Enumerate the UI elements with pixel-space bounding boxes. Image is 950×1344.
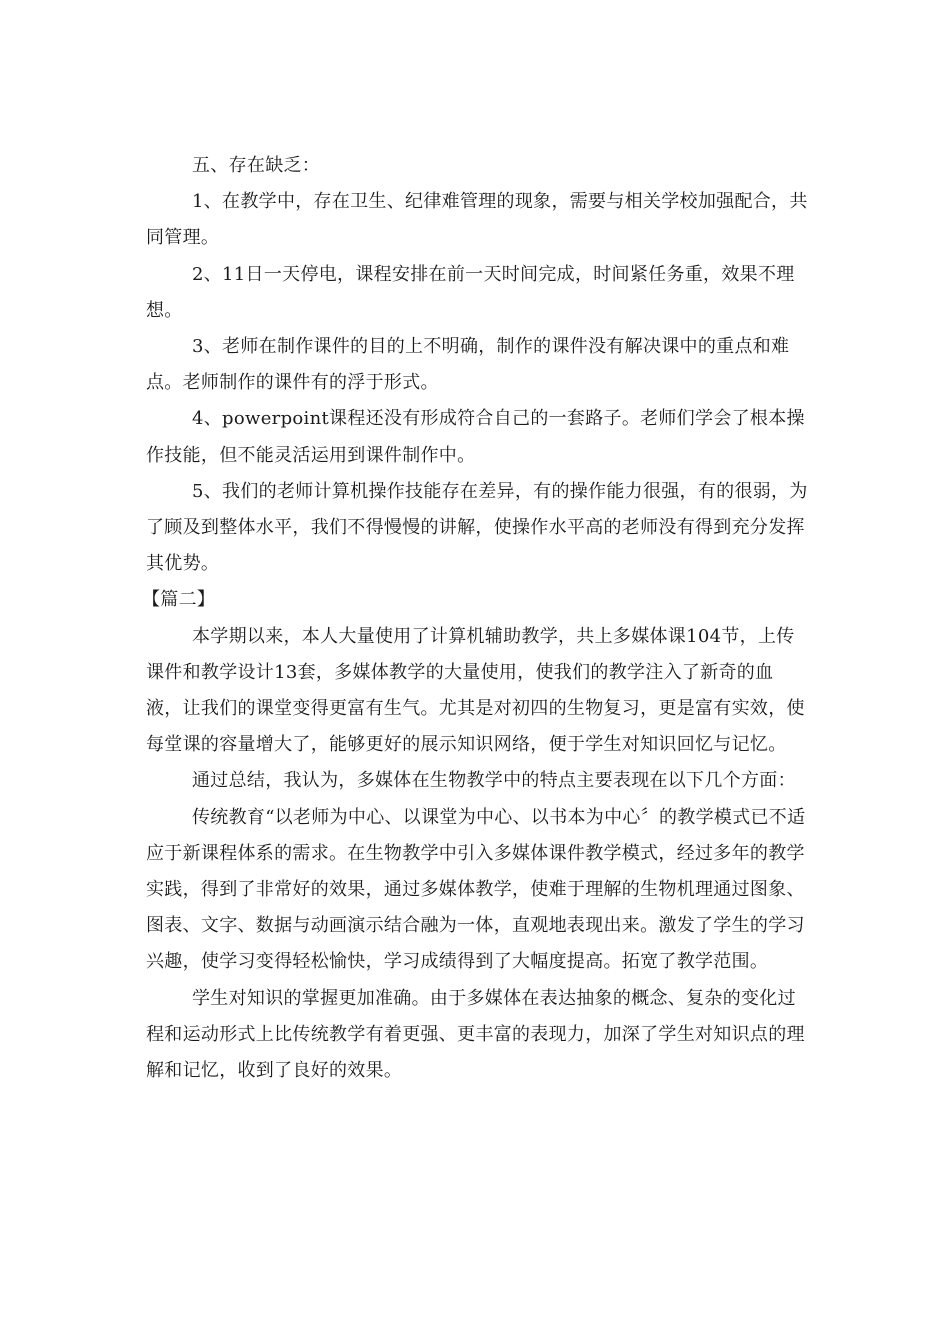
document-body [142, 148, 808, 1089]
body-paragraph-knowledge-mastery: 学生对知识的掌握更加准确。由于多媒体在表达抽象的概念、复杂的变化过程和运动形式上比传统教学有着更强、更丰富的表现力，加深了学生对知识点的理解和记忆，收到了良好的效果。 [146, 987, 805, 1082]
body-paragraph-traditional-education: 传统教育“以老师为中心、以课堂为中心、以书本为中心〞的教学模式已不适应于新课程体系的需求。在生物教学中引入多媒体课件教学模式，经过多年的教学实践，得到了非常好的效果，通过多媒体教学，使难于理解的生物机理通过图象、图表、文字、数据与动画演示结合融为一体，直观地表现出来。激发了学生的学习兴趣，使学习变得轻松愉快，学习成绩得到了大幅度提高。拓宽了教学范围。 [146, 806, 806, 973]
body-paragraph-summary-lead: 通过总结，我认为，多媒体在生物教学中的特点主要表现在以下几个方面： [192, 770, 796, 792]
section-heading-part-two: 【篇二】 [142, 589, 216, 611]
shortcoming-item-4: 4、powerpoint课程还没有形成符合自己的一套路子。老师们学会了根本操作技能，但不能灵活运用到课件制作中。 [146, 408, 805, 466]
shortcoming-item-1: 1、在教学中，存在卫生、纪律难管理的现象，需要与相关学校加强配合，共同管理。 [146, 191, 808, 249]
shortcoming-item-3: 3、老师在制作课件的目的上不明确，制作的课件没有解决课中的重点和难点。老师制作的课件有的浮于形式。 [146, 336, 790, 394]
body-paragraph-intro: 本学期以来，本人大量使用了计算机辅助教学，共上多媒体课104节，上传课件和教学设计13套，多媒体教学的大量使用，使我们的教学注入了新奇的血液，让我们的课堂变得更富有生气。尤其是对初四的生物复习，更是富有实效，使每堂课的容量增大了，能够更好的展示知识网络，便于学生对知识回忆与记忆。 [146, 625, 805, 756]
section-heading-shortcomings: 五、存在缺乏： [192, 155, 321, 176]
shortcoming-item-2: 2、11日一天停电，课程安排在前一天时间完成，时间紧任务重，效果不理想。 [146, 263, 795, 321]
shortcoming-item-5: 5、我们的老师计算机操作技能存在差异，有的操作能力很强，有的很弱，为了顾及到整体水平，我们不得慢慢的讲解，使操作水平高的老师没有得到充分发挥其优势。 [146, 480, 808, 575]
